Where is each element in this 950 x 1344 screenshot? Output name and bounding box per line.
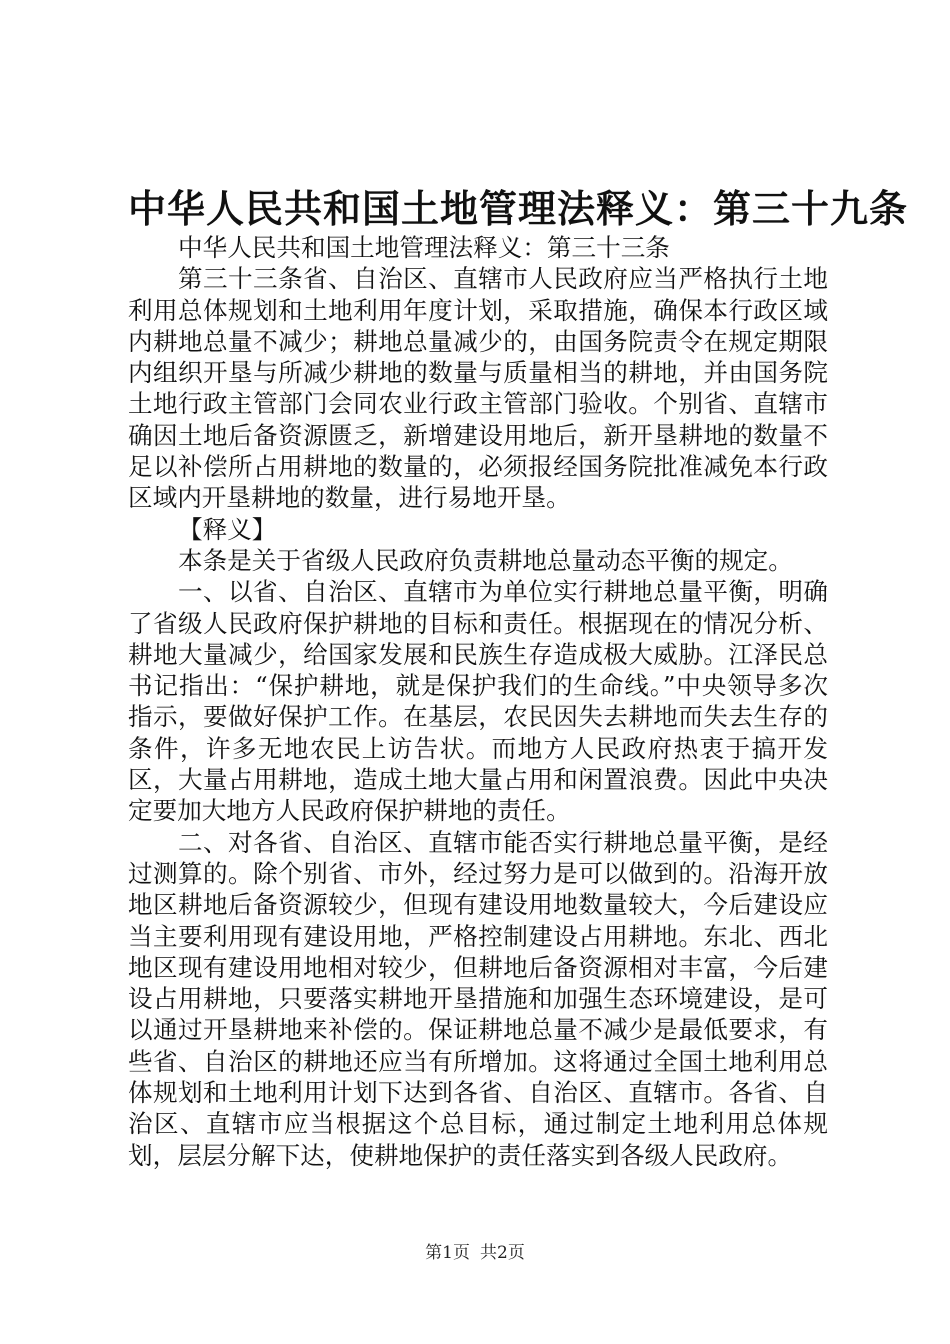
- article-text-paragraph: 第三十三条省、自治区、直辖市人民政府应当严格执行土地利用总体规划和土地利用年度计划，采取措施，确保本行政区域内耕地总量不减少；耕地总量减少的，由国务院责令在规定期限内组织开垦与所减少耕地的数量与质量相当的耕地，并由国务院土地行政主管部门会同农业行政主管部门验收。个别省、直辖市确因土地后备资源匮乏，新增建设用地后，新开垦耕地的数量不足以补偿所占用耕地的数量的，必须报经国务院批准减免本行政区域内开垦耕地的数量，进行易地开垦。: [128, 264, 828, 513]
- document-title: 中华人民共和国土地管理法释义：第三十九条: [128, 187, 909, 231]
- page-number: 第1页: [425, 1243, 470, 1263]
- subtitle-paragraph: 中华人民共和国土地管理法释义：第三十三条: [178, 233, 670, 262]
- interpretation-point-2-paragraph: 二、对各省、自治区、直辖市能否实行耕地总量平衡，是经过测算的。除个别省、市外，经过努力是可以做到的。沿海开放地区耕地后备资源较少，但现有建设用地数量较大，今后建设应当主要利用现有建设用地，严格控制建设占用耕地。东北、西北地区现有建设用地相对较少，但耕地后备资源相对丰富，今后建设占用耕地，只要落实耕地开垦措施和加强生态环境建设，是可以通过开垦耕地来补偿的。保证耕地总量不减少是最低要求，有些省、自治区的耕地还应当有所增加。这将通过全国土地利用总体规划和土地利用计划下达到各省、自治区、直辖市。各省、自治区、直辖市应当根据这个总目标，通过制定土地利用总体规划，层层分解下达，使耕地保护的责任落实到各级人民政府。: [128, 827, 828, 1170]
- document-body: [128, 232, 828, 1171]
- page-footer: [0, 1242, 950, 1264]
- interpretation-intro-paragraph: 本条是关于省级人民政府负责耕地总量动态平衡的规定。: [178, 545, 793, 575]
- interpretation-heading: 【释义】: [178, 514, 277, 544]
- interpretation-point-1-paragraph: 一、以省、自治区、直辖市为单位实行耕地总量平衡，明确了省级人民政府保护耕地的目标和责任。根据现在的情况分析、耕地大量减少，给国家发展和民族生存造成极大威胁。江泽民总书记指出：“保护耕地，就是保护我们的生命线。”中央领导多次指示，要做好保护工作。在基层，农民因失去耕地而失去生存的条件，许多无地农民上访告状。而地方人民政府热衷于搞开发区，大量占用耕地，造成土地大量占用和闲置浪费。因此中央决定要加大地方人民政府保护耕地的责任。: [128, 577, 828, 826]
- page-total: 共2页: [480, 1243, 525, 1263]
